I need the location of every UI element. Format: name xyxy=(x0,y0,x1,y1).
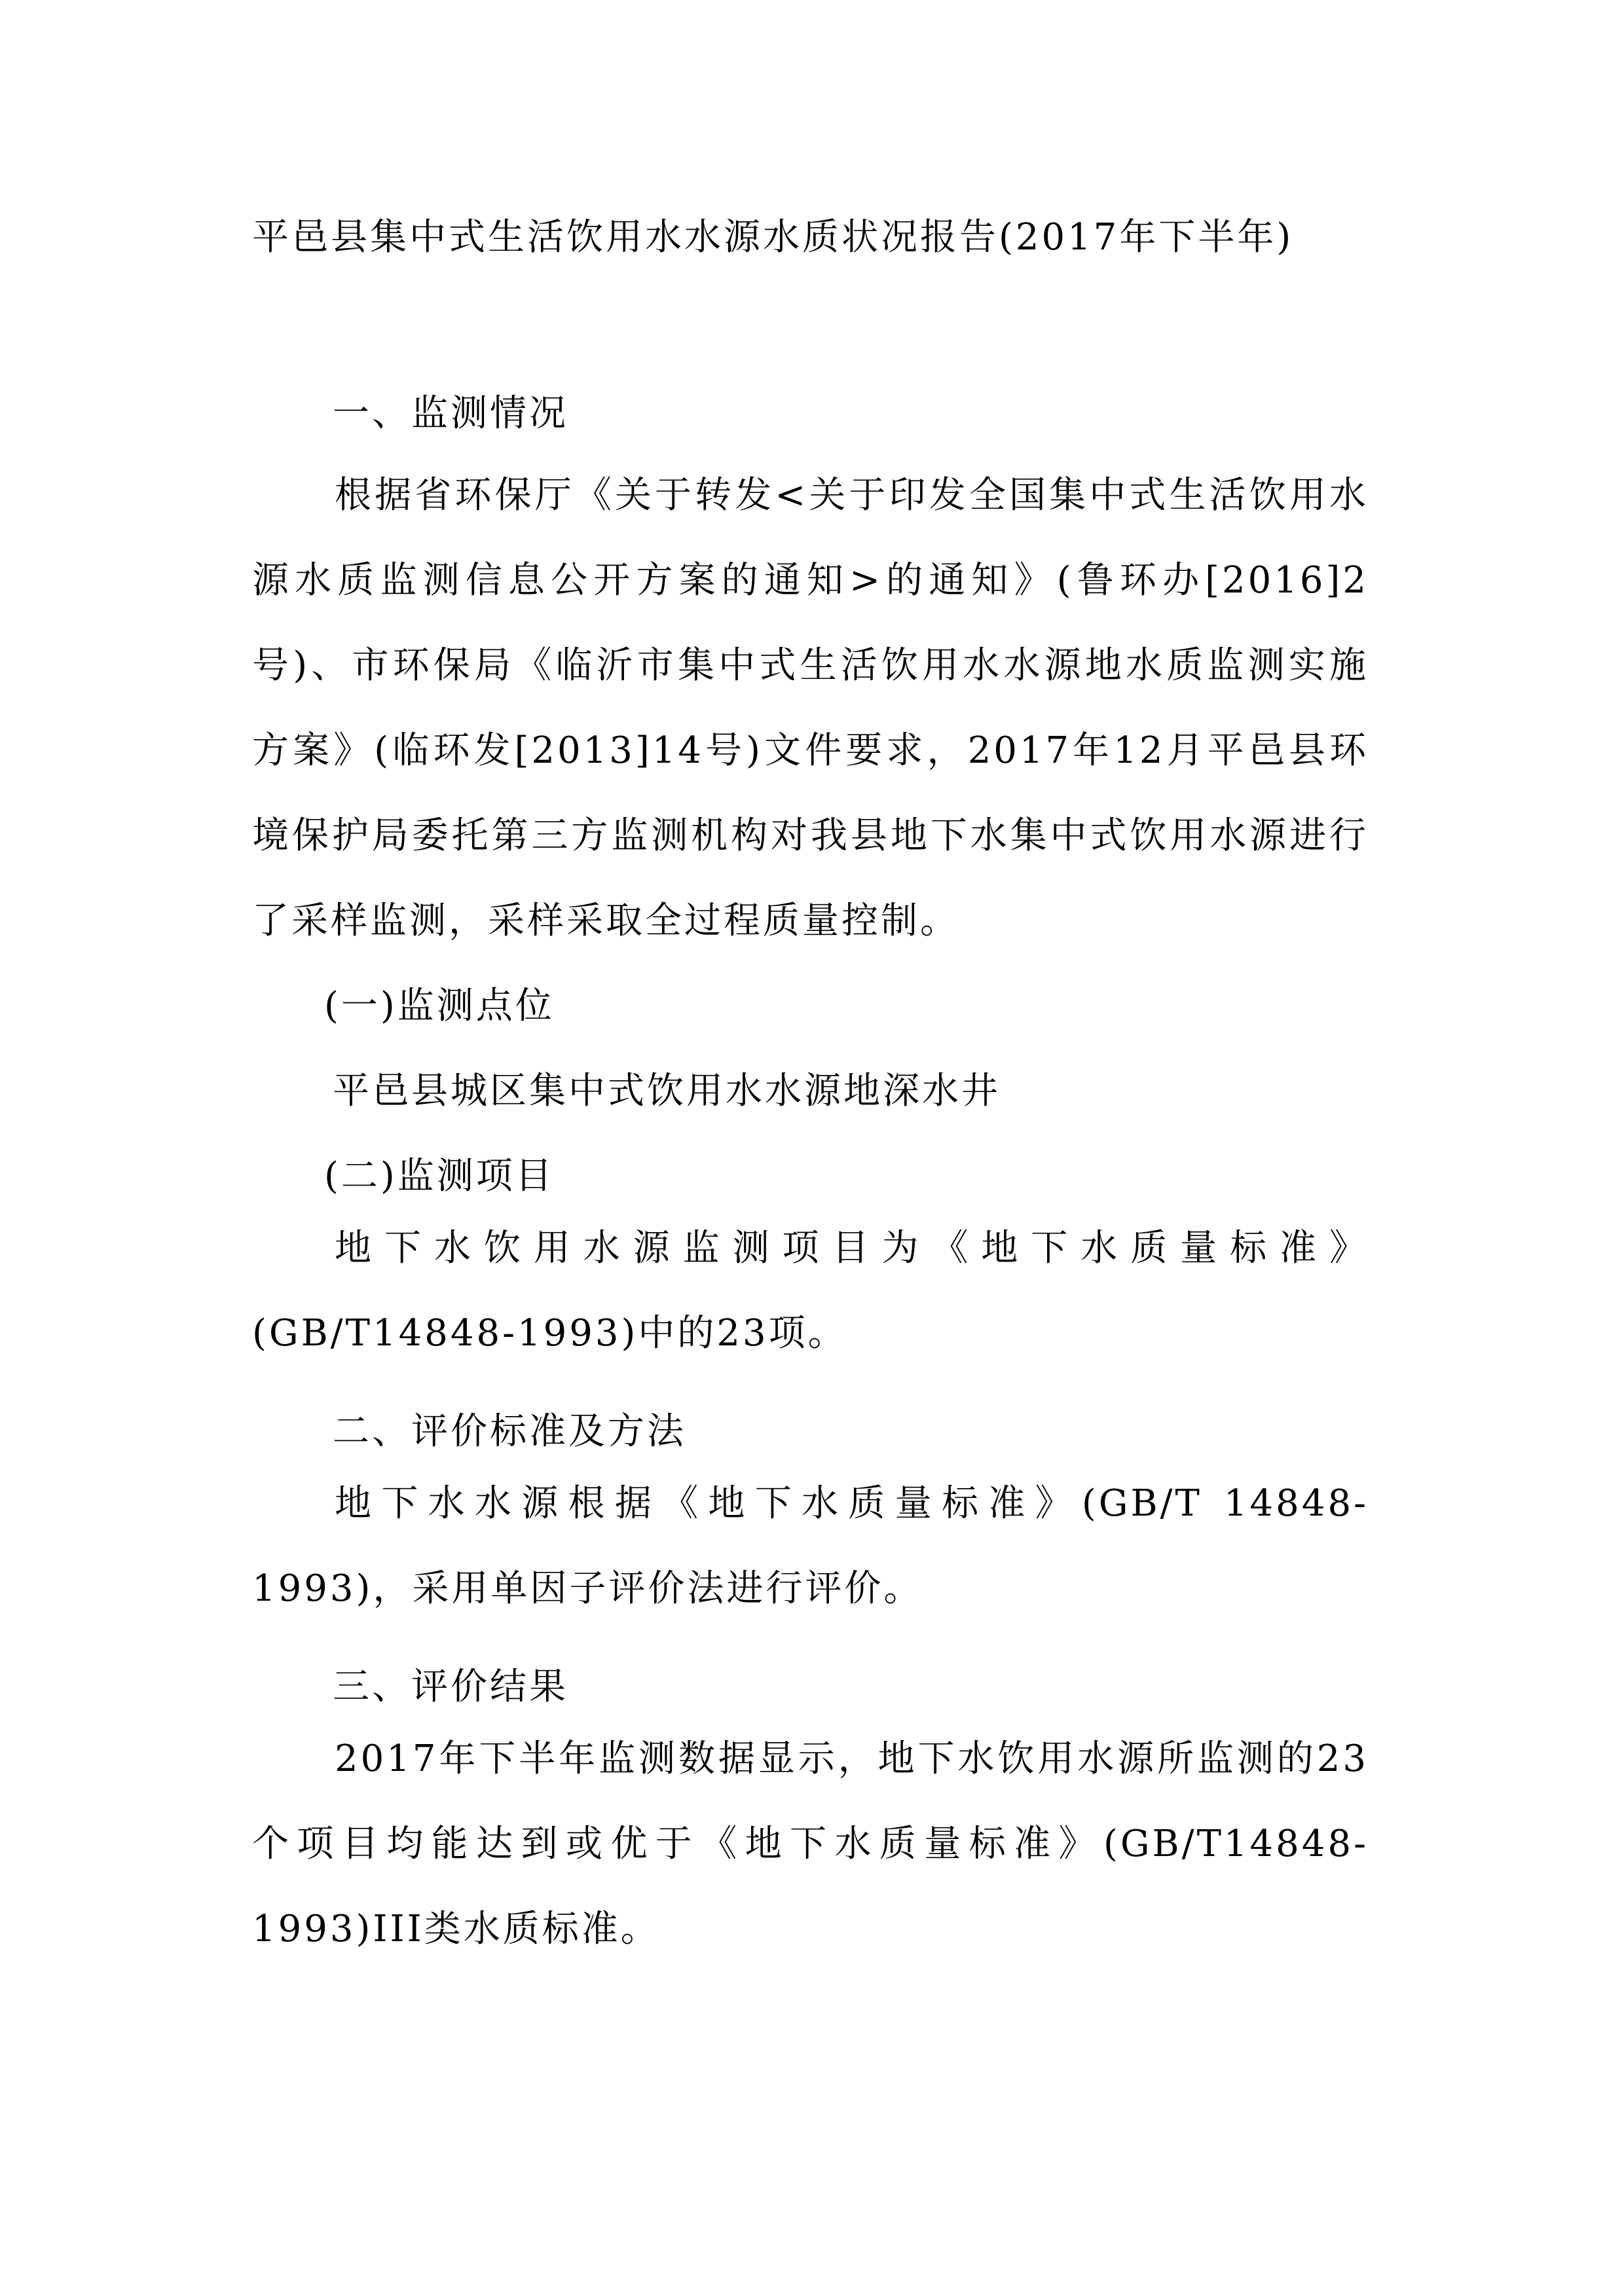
section-3-paragraph xyxy=(252,1717,1369,1972)
section-1-paragraph xyxy=(252,453,1369,964)
section-3-heading: 三、评价结果 xyxy=(333,1666,568,1708)
section-1-sub-1-paragraph: 平邑县城区集中式饮用水水源地深水井 xyxy=(333,1070,1001,1112)
section-1-sub-2-heading: (二)监测项目 xyxy=(324,1155,555,1197)
section-3-paragraph-text: 2017年下半年监测数据显示，地下水饮用水源所监测的23个项目均能达到或优于《地下水质量标准》(GB/T14848-1993)III类水质标准。 xyxy=(252,1738,1369,1950)
section-1-heading: 一、监测情况 xyxy=(333,392,568,435)
section-2-paragraph xyxy=(252,1461,1369,1631)
section-1-sub-1-heading: (一)监测点位 xyxy=(324,985,555,1027)
section-1-sub-2-paragraph xyxy=(252,1206,1369,1376)
section-1-paragraph-text: 根据省环保厅《关于转发<关于印发全国集中式生活饮用水源水质监测信息公开方案的通知>的通知》(鲁环办[2016]2号)、市环保局《临沂市集中式生活饮用水水源地水质监测实施方案》(临环发[2013]14号)文件要求，2017年12月平邑县环境保护局委托第三方监测机构对我县地下水集中式饮用水源进行了采样监测，采样采取全过程质量控制。 xyxy=(252,474,1369,942)
document-title: 平邑县集中式生活饮用水水源水质状况报告(2017年下半年) xyxy=(252,216,1294,259)
section-2-heading: 二、评价标准及方法 xyxy=(333,1410,686,1453)
section-2-paragraph-text: 地下水水源根据《地下水质量标准》(GB/T 14848-1993)，采用单因子评价法进行评价。 xyxy=(252,1482,1369,1610)
section-1-sub-2-paragraph-text: 地下水饮用水源监测项目为《地下水质量标准》(GB/T14848-1993)中的23项。 xyxy=(252,1227,1369,1355)
